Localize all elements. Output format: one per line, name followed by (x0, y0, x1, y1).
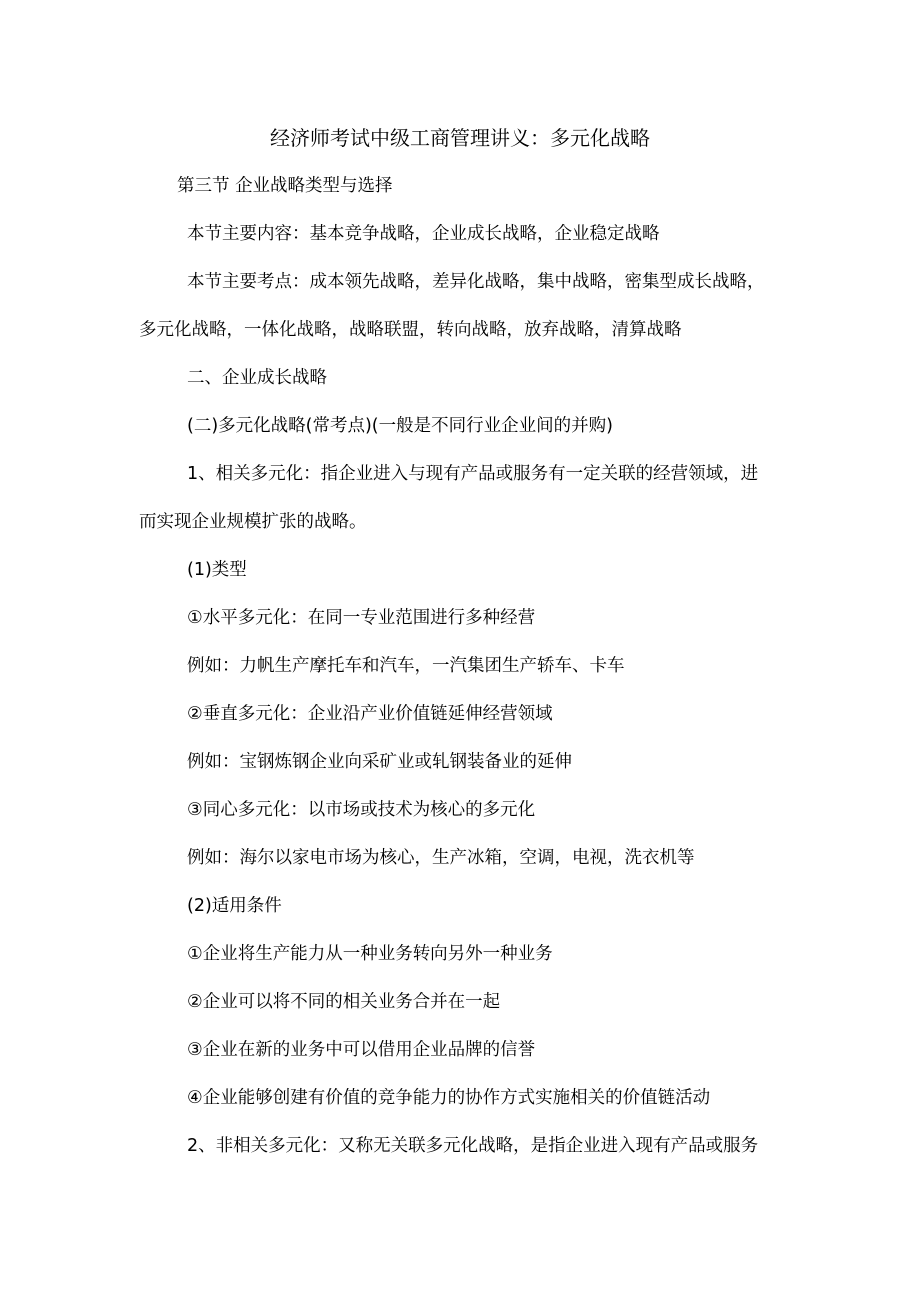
list-heading: (2)适用条件 (187, 896, 282, 916)
example-line: 例如：力帆生产摩托车和汽车，一汽集团生产轿车、卡车 (187, 656, 625, 676)
list-item: ④企业能够创建有价值的竞争能力的协作方式实施相关的价值链活动 (187, 1088, 711, 1108)
paragraph-line: 本节主要考点：成本领先战略，差异化战略，集中战略，密集型成长战略， (187, 272, 765, 292)
paragraph-line: 2、非相关多元化：又称无关联多元化战略，是指企业进入现有产品或服务 (187, 1136, 759, 1156)
example-line: 例如：宝钢炼钢企业向采矿业或轧钢装备业的延伸 (187, 752, 572, 772)
paragraph-line: 本节主要内容：基本竞争战略，企业成长战略，企业稳定战略 (187, 224, 660, 244)
list-item: ②垂直多元化：企业沿产业价值链延伸经营领域 (187, 704, 553, 724)
list-heading: (1)类型 (187, 560, 247, 580)
list-item: ③同心多元化：以市场或技术为核心的多元化 (187, 800, 536, 820)
subsection-heading: 二、企业成长战略 (187, 368, 327, 388)
list-item: ②企业可以将不同的相关业务合并在一起 (187, 992, 501, 1012)
list-item: ①水平多元化：在同一专业范围进行多种经营 (187, 608, 536, 628)
paragraph-line: 而实现企业规模扩张的战略。 (139, 512, 367, 532)
paragraph-line: (二)多元化战略(常考点)(一般是不同行业企业间的并购) (187, 416, 613, 436)
list-item: ③企业在新的业务中可以借用企业品牌的信誉 (187, 1040, 536, 1060)
paragraph-line: 1、相关多元化：指企业进入与现有产品或服务有一定关联的经营领域，进 (187, 464, 759, 484)
example-line: 例如：海尔以家电市场为核心，生产冰箱，空调，电视，洗衣机等 (187, 848, 695, 868)
list-item: ①企业将生产能力从一种业务转向另外一种业务 (187, 944, 553, 964)
paragraph-line: 多元化战略，一体化战略，战略联盟，转向战略，放弃战略，清算战略 (139, 320, 682, 340)
document-title: 经济师考试中级工商管理讲义：多元化战略 (270, 126, 650, 150)
section-heading: 第三节 企业战略类型与选择 (177, 176, 393, 196)
